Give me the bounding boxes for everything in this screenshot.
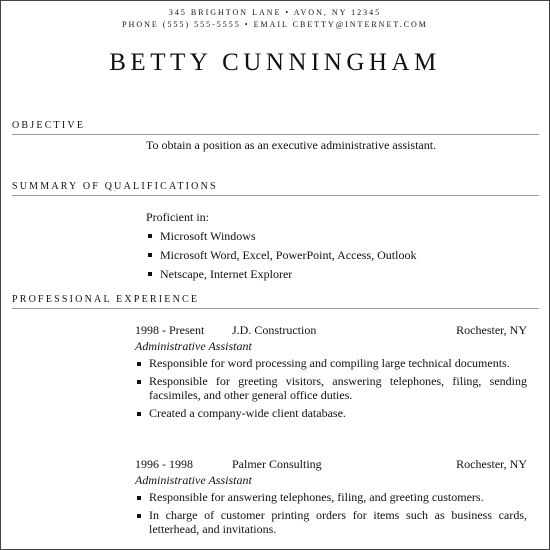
objective-section xyxy=(12,120,539,152)
summary-body xyxy=(146,208,538,284)
job-title: Administrative Assistant xyxy=(135,473,252,487)
address-line: 345 BRIGHTON LANE • AVON, NY 12345 xyxy=(168,8,382,17)
job-location: Rochester, NY xyxy=(456,323,527,337)
duty-item: Created a company-wide client database. xyxy=(135,406,527,420)
duty-item: Responsible for answering telephones, filing, and greeting customers. xyxy=(135,490,527,504)
job-header xyxy=(135,457,527,472)
job-location: Rochester, NY xyxy=(456,457,527,471)
duty-item: Responsible for greeting visitors, answering telephones, filing, sending facsimiles, and other general office duties. xyxy=(135,374,527,402)
skill-item: Microsoft Word, Excel, PowerPoint, Access, Outlook xyxy=(146,246,538,265)
candidate-name: BETTY CUNNINGHAM xyxy=(109,49,441,76)
summary-section xyxy=(12,181,539,281)
experience-section xyxy=(12,294,539,309)
objective-heading: OBJECTIVE xyxy=(12,120,539,135)
job-company: Palmer Consulting xyxy=(232,457,322,471)
job-duties xyxy=(135,356,527,420)
summary-heading: SUMMARY OF QUALIFICATIONS xyxy=(12,181,539,196)
skill-item: Netscape, Internet Explorer xyxy=(146,265,538,284)
experience-heading: PROFESSIONAL EXPERIENCE xyxy=(12,294,539,309)
duty-item: In charge of customer printing orders for items such as business cards, letterhead, and invitations. xyxy=(135,508,527,536)
job-entry xyxy=(135,323,527,424)
skills-list xyxy=(146,227,538,284)
job-duties xyxy=(135,490,527,536)
job-dates: 1998 - Present xyxy=(135,323,205,337)
job-company: J.D. Construction xyxy=(232,323,317,337)
objective-text: To obtain a position as an executive administrative assistant. xyxy=(146,138,437,152)
job-header xyxy=(135,323,527,338)
job-title: Administrative Assistant xyxy=(135,339,252,353)
job-entry xyxy=(135,457,527,540)
job-dates: 1996 - 1998 xyxy=(135,457,193,471)
summary-intro: Proficient in: xyxy=(146,210,209,224)
contact-line: PHONE (555) 555-5555 • EMAIL CBETTY@INTERNET.COM xyxy=(122,20,428,29)
skill-item: Microsoft Windows xyxy=(146,227,538,246)
duty-item: Responsible for word processing and compiling large technical documents. xyxy=(135,356,527,370)
